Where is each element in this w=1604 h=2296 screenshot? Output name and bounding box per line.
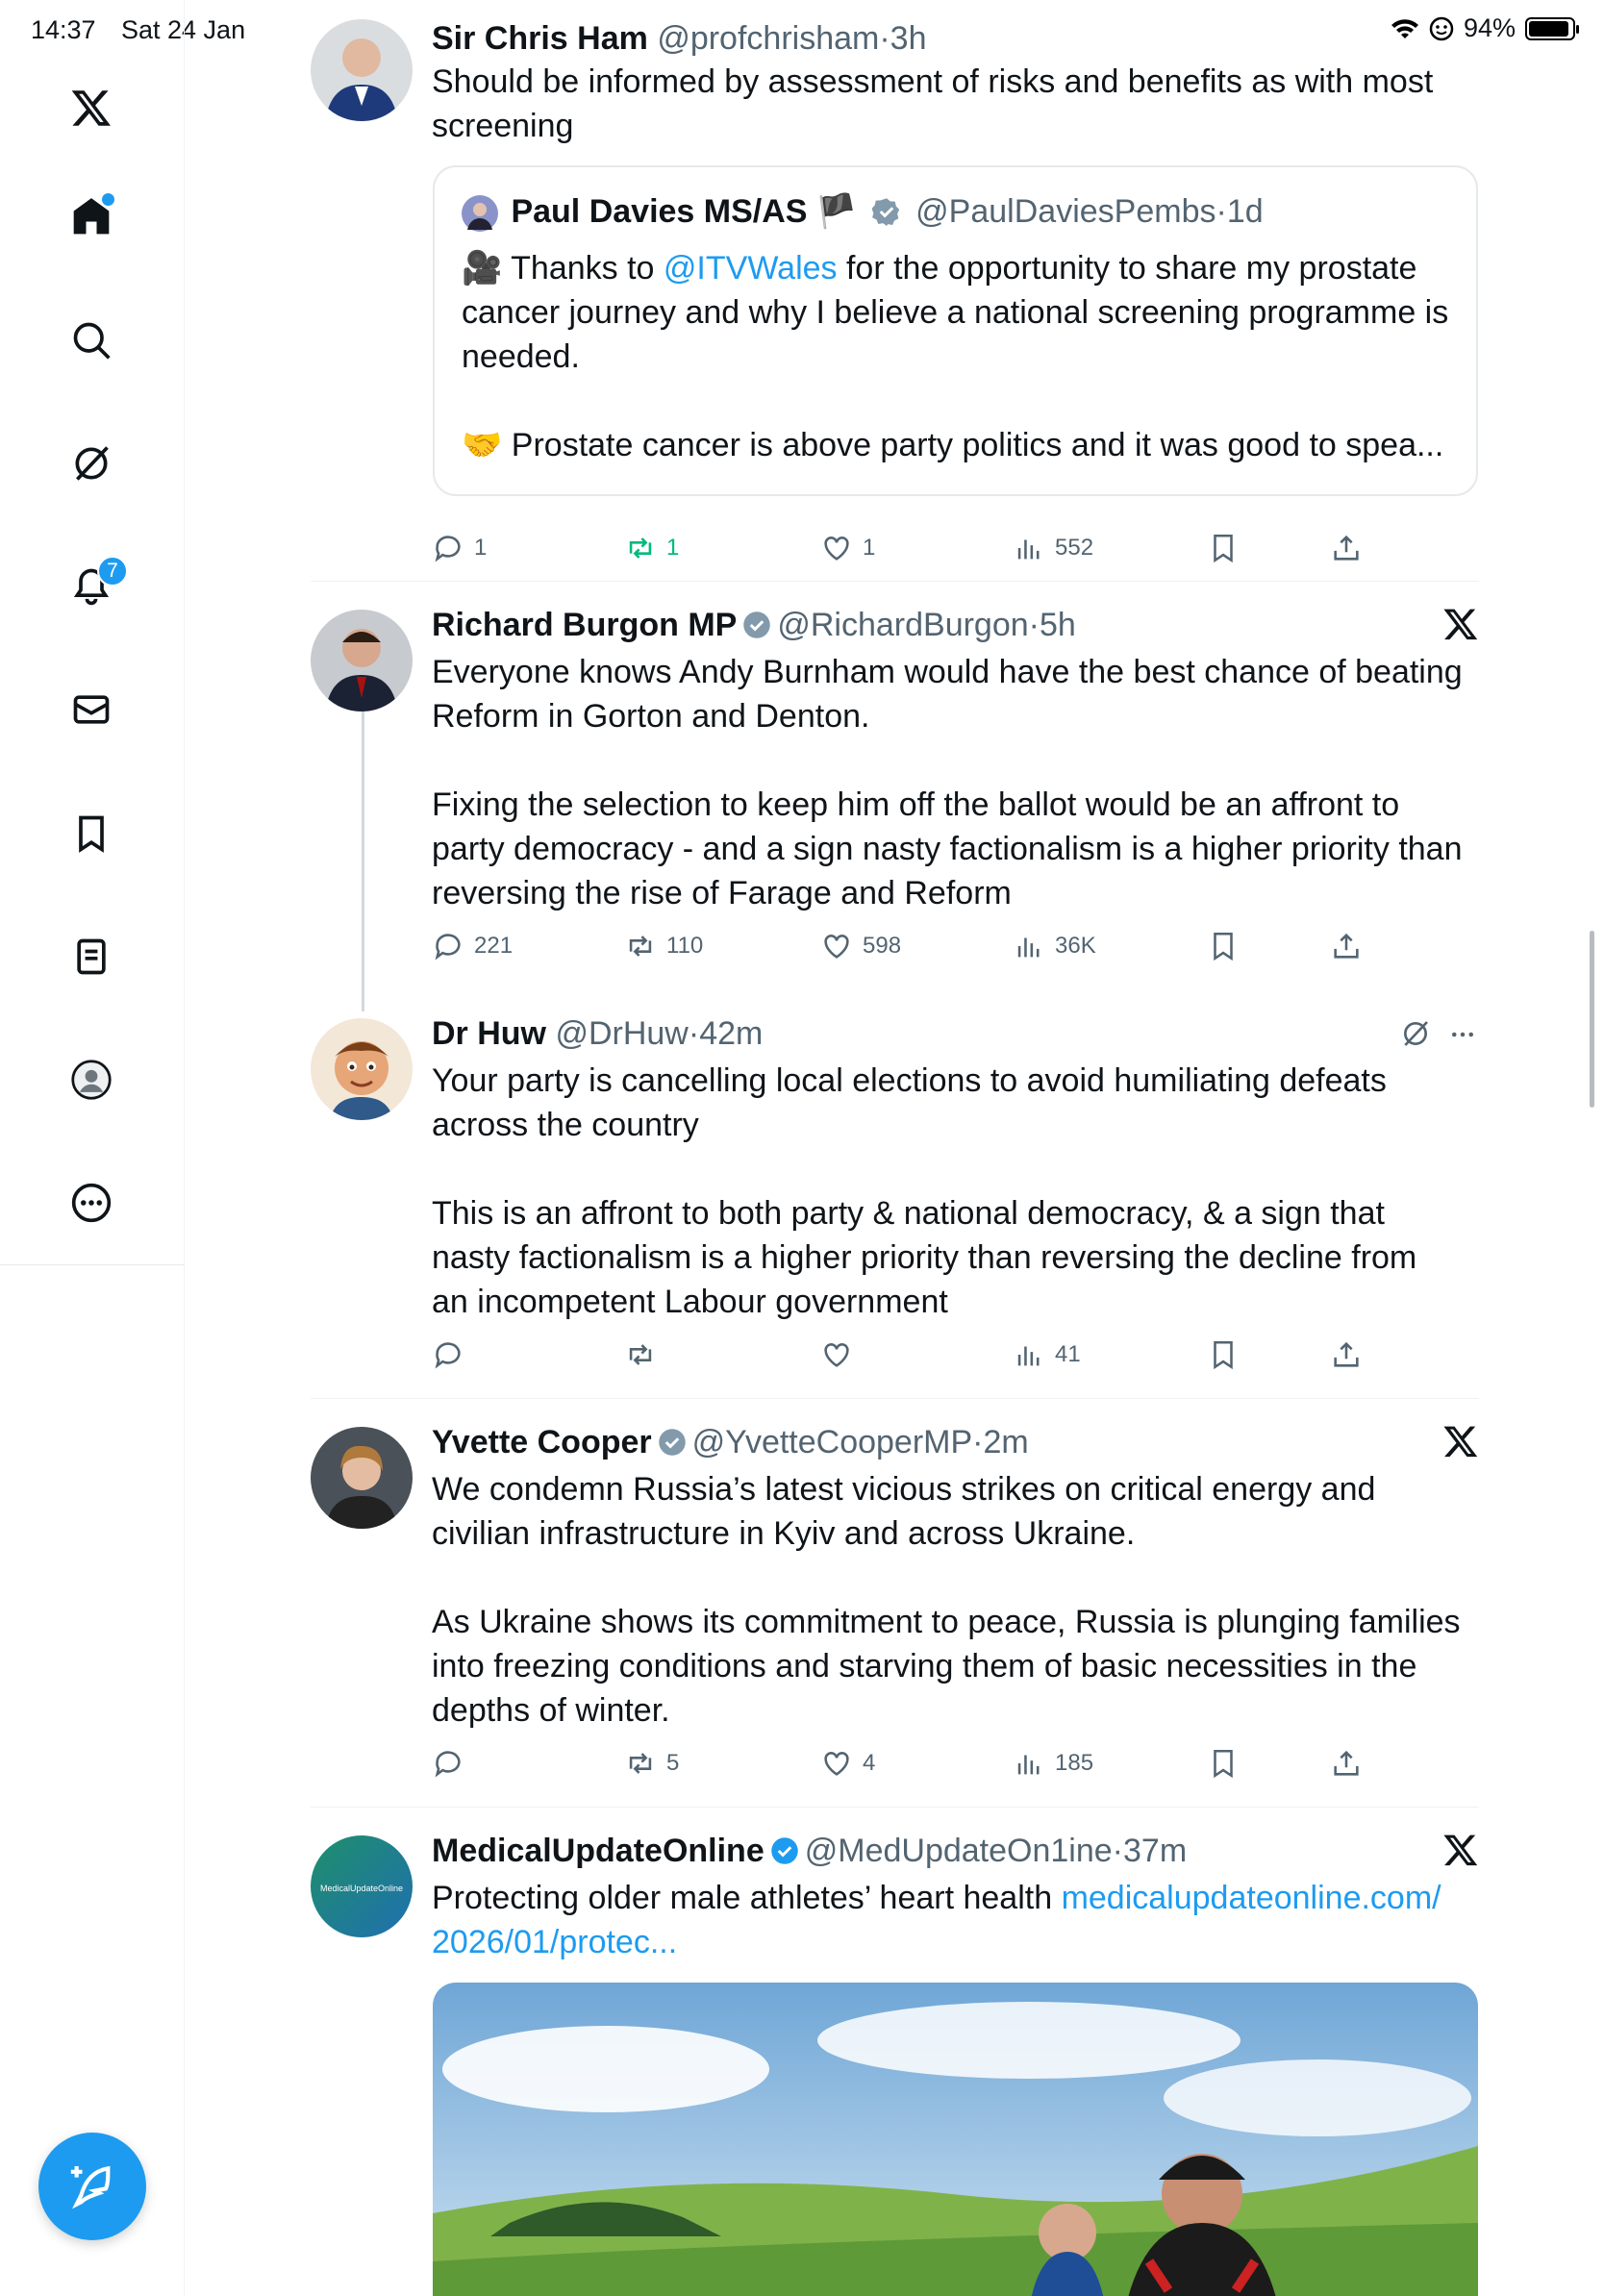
tweet-text <box>432 1876 1490 1964</box>
battery-percent: 94% <box>1463 13 1516 42</box>
bookmark-icon <box>1207 1338 1240 1371</box>
tweet-actions <box>432 532 1365 570</box>
views-button[interactable] <box>1013 532 1093 564</box>
view-count: 552 <box>1055 535 1094 561</box>
share-button[interactable] <box>1330 1338 1363 1371</box>
views-icon <box>1013 1338 1045 1371</box>
share-icon <box>1330 930 1363 962</box>
author-handle[interactable]: @DrHuw <box>555 1015 689 1052</box>
grok-icon[interactable] <box>61 433 122 494</box>
tweet[interactable] <box>311 1423 1479 1798</box>
avatar[interactable] <box>311 1018 413 1120</box>
tweet-time[interactable]: 5h <box>1039 607 1076 643</box>
quote-text <box>462 246 1462 467</box>
heart-icon <box>820 1747 853 1780</box>
heart-icon <box>820 930 853 962</box>
bookmark-button[interactable] <box>1207 1747 1240 1780</box>
author-name[interactable]: MedicalUpdateOnline <box>432 1833 764 1869</box>
notifications-badge: 7 <box>97 556 128 586</box>
like-count: 4 <box>863 1750 876 1776</box>
compose-feather-icon <box>65 2159 119 2213</box>
x-logo-icon <box>1442 606 1479 642</box>
views-button[interactable] <box>1013 1338 1081 1371</box>
repost-button[interactable] <box>624 930 703 962</box>
reply-icon <box>432 532 464 564</box>
quote-text-prefix: 🎥 Thanks to <box>462 250 664 287</box>
tweet-header <box>432 1423 1029 1461</box>
tweet-text: Everyone knows Andy Burnham would have the best chance of beating Reform in Gorton and Denton. Fixing the selection to keep him off the ballot would be an affront to party democracy - and a sign nasty factionalism is a higher priority than reversing the rise of Farage and Reform <box>432 654 1463 911</box>
author-handle[interactable]: @MedUpdateOn1ine <box>804 1833 1113 1869</box>
author-handle[interactable]: @YvetteCooperMP <box>691 1424 973 1460</box>
tweet-header <box>432 1014 763 1053</box>
more-icon[interactable] <box>61 1172 122 1234</box>
avatar[interactable] <box>311 19 413 121</box>
reply-button[interactable] <box>432 532 487 564</box>
bookmark-button[interactable] <box>1207 532 1240 564</box>
reply-button[interactable] <box>432 1338 474 1371</box>
views-icon <box>1013 1747 1045 1780</box>
heart-icon <box>820 1338 853 1371</box>
compose-button[interactable] <box>38 2133 146 2240</box>
grok-icon[interactable] <box>1400 1018 1431 1049</box>
view-count: 36K <box>1055 933 1096 959</box>
share-button[interactable] <box>1330 532 1363 564</box>
views-icon <box>1013 930 1045 962</box>
search-icon[interactable] <box>61 310 122 371</box>
repost-count: 1 <box>666 535 680 561</box>
repost-button[interactable] <box>624 532 679 564</box>
repost-icon <box>624 930 657 962</box>
quote-author-name[interactable]: Paul Davies MS/AS <box>511 193 808 230</box>
share-button[interactable] <box>1330 1747 1363 1780</box>
article-link[interactable]: medicalupdateonline.com/ 2026/01/protec... <box>432 1880 1441 1960</box>
author-name[interactable]: Dr Huw <box>432 1015 546 1052</box>
tweet[interactable] <box>311 606 1479 971</box>
tweet-time[interactable]: 37m <box>1123 1833 1188 1869</box>
x-logo-icon[interactable] <box>61 77 122 138</box>
notifications-icon[interactable] <box>61 556 122 617</box>
heart-icon <box>820 532 853 564</box>
tweet-media-image[interactable] <box>433 1983 1478 2296</box>
like-count: 598 <box>863 933 902 959</box>
bookmark-button[interactable] <box>1207 930 1240 962</box>
battery-icon <box>1525 17 1575 40</box>
tweet-divider <box>311 581 1479 582</box>
tweet-text: We condemn Russia’s latest vicious strikes on critical energy and civilian infrastructure in Kyiv and across Ukraine. As Ukraine shows its commitment to peace, Russia is plunging families into freezing conditions and starving them of basic necessities in the depths of winter. <box>432 1471 1461 1729</box>
quote-header <box>462 192 1264 232</box>
lists-icon[interactable] <box>61 926 122 987</box>
quoted-tweet[interactable] <box>433 165 1478 496</box>
separator-dot: · <box>972 1424 984 1460</box>
like-button[interactable] <box>820 1338 863 1371</box>
tweet-text: Should be informed by assessment of risks and benefits as with most screening <box>432 63 1434 144</box>
repost-icon <box>624 1338 657 1371</box>
avatar-logo-text: MedicalUpdateOnline <box>319 1884 404 1893</box>
bookmark-icon <box>1207 1747 1240 1780</box>
tweet-header <box>432 1832 1187 1870</box>
views-icon <box>1013 532 1045 564</box>
like-button[interactable] <box>820 1747 875 1780</box>
author-name[interactable]: Sir Chris Ham <box>432 20 648 57</box>
cyclists-photo <box>433 1983 1478 2296</box>
author-name[interactable]: Yvette Cooper <box>432 1424 652 1460</box>
avatar[interactable] <box>311 1427 413 1529</box>
separator-dot: · <box>1216 193 1227 230</box>
reply-button[interactable] <box>432 930 513 962</box>
share-icon <box>1330 532 1363 564</box>
repost-button[interactable] <box>624 1747 679 1780</box>
more-options-icon[interactable] <box>1446 1020 1479 1049</box>
share-icon <box>1330 1747 1363 1780</box>
bookmark-icon <box>1207 532 1240 564</box>
repost-count: 110 <box>666 933 704 959</box>
verified-grey-icon <box>658 1428 687 1457</box>
like-button[interactable] <box>820 532 875 564</box>
repost-icon <box>624 532 657 564</box>
like-count: 1 <box>863 535 876 561</box>
home-unread-dot <box>102 193 114 206</box>
verified-blue-icon <box>770 1836 799 1865</box>
author-name[interactable]: Richard Burgon MP <box>432 607 738 643</box>
sidebar <box>0 0 185 2296</box>
bookmarks-icon[interactable] <box>61 803 122 864</box>
author-handle[interactable]: @profchrisham <box>657 20 880 57</box>
wales-flag-icon: 🏴 <box>815 193 858 230</box>
scrollbar[interactable] <box>1590 931 1594 1108</box>
messages-icon[interactable] <box>61 679 122 740</box>
reply-icon <box>432 1338 464 1371</box>
view-count: 185 <box>1055 1750 1094 1776</box>
quote-time: 1d <box>1226 193 1264 230</box>
views-button[interactable] <box>1013 930 1096 962</box>
bookmark-icon <box>1207 930 1240 962</box>
like-button[interactable] <box>820 930 901 962</box>
home-icon[interactable] <box>61 186 122 247</box>
tweet-actions <box>432 930 1365 968</box>
tweet-header <box>432 19 927 58</box>
tweet-actions <box>432 1338 1365 1377</box>
views-button[interactable] <box>1013 1747 1093 1780</box>
author-handle[interactable]: @RichardBurgon <box>777 607 1029 643</box>
view-count: 41 <box>1055 1341 1081 1367</box>
bookmark-button[interactable] <box>1207 1338 1240 1371</box>
tweet-time[interactable]: 3h <box>890 20 927 57</box>
reply-count: 1 <box>474 535 488 561</box>
profile-icon[interactable] <box>61 1049 122 1111</box>
reply-icon <box>432 930 464 962</box>
sidebar-divider <box>0 1264 185 1265</box>
quote-avatar[interactable] <box>462 195 498 232</box>
repost-count: 5 <box>666 1750 680 1776</box>
reply-icon <box>432 1747 464 1780</box>
repost-icon <box>624 1747 657 1780</box>
x-logo-icon <box>1442 1423 1479 1460</box>
reply-button[interactable] <box>432 1747 474 1780</box>
status-date: Sat 24 Jan <box>121 15 246 44</box>
quote-author-handle[interactable]: @PaulDaviesPembs <box>915 193 1216 230</box>
tweet-header <box>432 606 1076 644</box>
tweet-actions <box>432 1747 1365 1785</box>
x-logo-icon <box>1442 1832 1479 1868</box>
share-button[interactable] <box>1330 930 1363 962</box>
tweet-text-main: Protecting older male athletes’ heart health <box>432 1880 1062 1916</box>
separator-dot: · <box>1028 607 1040 643</box>
tweet-time[interactable]: 2m <box>983 1424 1029 1460</box>
separator-dot: · <box>1112 1833 1123 1869</box>
tweet-time[interactable]: 42m <box>699 1015 764 1052</box>
avatar[interactable] <box>311 1835 413 1937</box>
reply-count: 221 <box>474 933 514 959</box>
share-icon <box>1330 1338 1363 1371</box>
separator-dot: · <box>688 1015 700 1052</box>
tweet[interactable] <box>311 1014 1479 1394</box>
quote-text-rest: for the opportunity to share my prostate cancer journey and why I believe a national screening programme is needed. 🤝 Prostate cancer is above party politics and it was good to spea... <box>462 250 1449 463</box>
tweet-divider <box>311 1807 1479 1808</box>
separator-dot: · <box>879 20 890 57</box>
status-time: 14:37 <box>31 15 96 44</box>
verified-grey-icon <box>872 197 901 226</box>
tweet-divider <box>311 1398 1479 1399</box>
tweet-text: Your party is cancelling local elections to avoid humiliating defeats across the country This is an affront to both party & national democracy, & a sign that nasty factionalism is a higher priority than reversing the decline from an incompetent Labour government <box>432 1062 1417 1320</box>
verified-grey-icon <box>742 611 771 639</box>
mention-link[interactable]: @ITVWales <box>663 250 838 287</box>
repost-button[interactable] <box>624 1338 666 1371</box>
avatar[interactable] <box>311 610 413 711</box>
